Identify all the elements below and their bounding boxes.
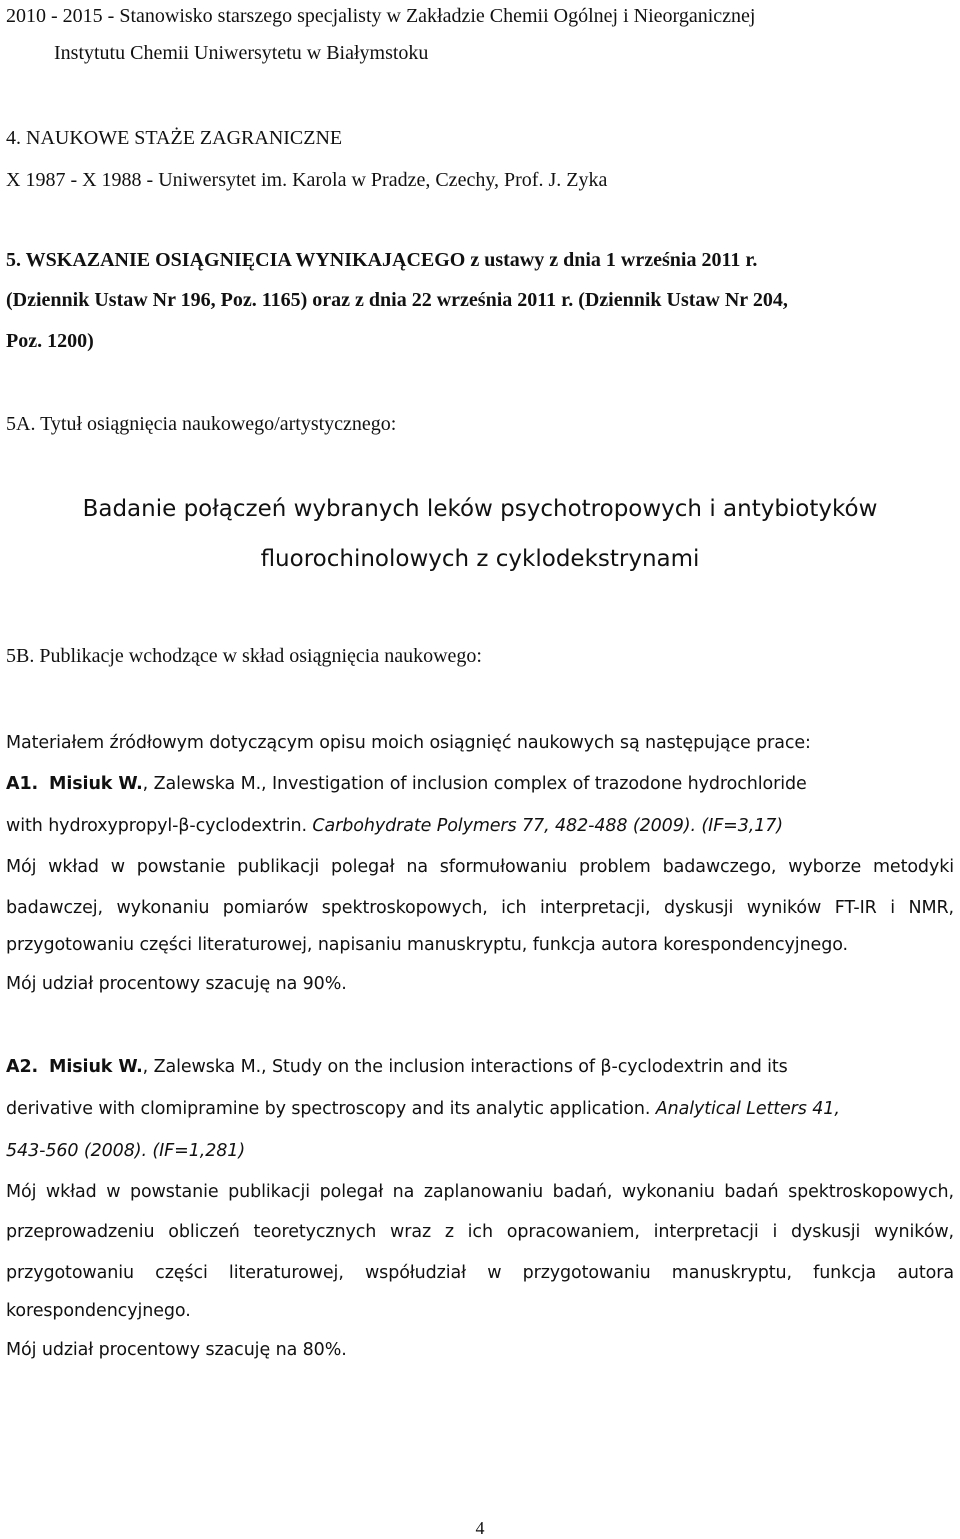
publication-a1-contribution-1: Mój wkład w powstanie publikacji polegał na sformułowaniu problem badawczego, wyborze metodyki <box>6 857 954 877</box>
author-bold: Misiuk W. <box>49 1057 143 1077</box>
achievement-title-line-1: Badanie połączeń wybranych leków psychotropowych i antybiotyków <box>82 496 878 522</box>
section-4-heading: 4. NAUKOWE STAŻE ZAGRANICZNE <box>6 127 343 149</box>
publication-title: , Investigation of inclusion complex of trazodone hydrochloride <box>261 774 807 794</box>
employment-line-2: Instytutu Chemii Uniwersytetu w Białymstoku <box>54 42 429 64</box>
section-5a-label: 5A. Tytuł osiągnięcia naukowego/artystycznego: <box>6 413 397 435</box>
achievement-title-line-2: fluorochinolowych z cyklodekstrynami <box>260 546 700 572</box>
publication-number: A1. <box>6 774 39 794</box>
publication-a2-contribution-3: przygotowaniu części literaturowej, współudział w przygotowaniu manuskryptu, funkcja autora <box>6 1263 954 1283</box>
authors-rest: , Zalewska M. <box>142 774 262 794</box>
publication-a1-contribution-3: przygotowaniu części literaturowej, napisaniu manuskryptu, funkcja autora korespondencyjnego. <box>6 935 848 955</box>
publication-title-cont: with hydroxypropyl-β-cyclodextrin. <box>6 816 313 836</box>
publication-title: , Study on the inclusion interactions of β-cyclodextrin and its <box>261 1057 788 1077</box>
publication-a2-line-3: 543-560 (2008). (IF=1,281) <box>6 1141 246 1161</box>
publication-a1-contribution-2: badawczej, wykonaniu pomiarów spektroskopowych, ich interpretacji, dyskusji wyników FT-IR i NMR, <box>6 898 954 918</box>
publication-a1-line-2 <box>6 814 954 838</box>
journal-citation: Analytical Letters 41, <box>655 1099 840 1119</box>
section-5b-label: 5B. Publikacje wchodzące w skład osiągnięcia naukowego: <box>6 645 482 667</box>
section-5-heading-line-2: (Dziennik Ustaw Nr 196, Poz. 1165) oraz z dnia 22 września 2011 r. (Dziennik Ustaw Nr 204, <box>6 289 788 311</box>
publication-number: A2. <box>6 1057 39 1077</box>
publication-a2-line-1 <box>6 1055 954 1079</box>
publication-a2-share: Mój udział procentowy szacuję na 80%. <box>6 1340 347 1360</box>
page-number: 4 <box>475 1518 485 1538</box>
section-5-heading-line-3: Poz. 1200) <box>6 330 94 352</box>
publication-a2-contribution-1: Mój wkład w powstanie publikacji polegał na zaplanowaniu badań, wykonaniu badań spektroskopowych, <box>6 1182 954 1202</box>
publication-title-cont: derivative with clomipramine by spectroscopy and its analytic application. <box>6 1099 656 1119</box>
publication-a2-line-2 <box>6 1097 954 1121</box>
publication-a2-contribution-2: przeprowadzeniu obliczeń teoretycznych wraz z ich opracowaniem, interpretacji i dyskusji wyników, <box>6 1222 954 1242</box>
authors-rest: , Zalewska M. <box>142 1057 262 1077</box>
author-bold: Misiuk W. <box>49 774 143 794</box>
journal-citation: Carbohydrate Polymers 77, 482-488 (2009). (IF=3,17) <box>312 816 784 836</box>
section-5-heading-line-1: 5. WSKAZANIE OSIĄGNIĘCIA WYNIKAJĄCEGO z ustawy z dnia 1 września 2011 r. <box>6 249 758 271</box>
publication-a2-contribution-4: korespondencyjnego. <box>6 1301 191 1321</box>
section-4-entry: X 1987 - X 1988 - Uniwersytet im. Karola w Pradze, Czechy, Prof. J. Zyka <box>6 169 608 191</box>
publication-a1-line-1 <box>6 772 954 796</box>
publication-a1-share: Mój udział procentowy szacuję na 90%. <box>6 974 347 994</box>
sources-intro: Materiałem źródłowym dotyczącym opisu moich osiągnięć naukowych są następujące prace: <box>6 733 811 753</box>
employment-line-1: 2010 - 2015 - Stanowisko starszego specjalisty w Zakładzie Chemii Ogólnej i Nieorganicznej <box>6 5 756 27</box>
